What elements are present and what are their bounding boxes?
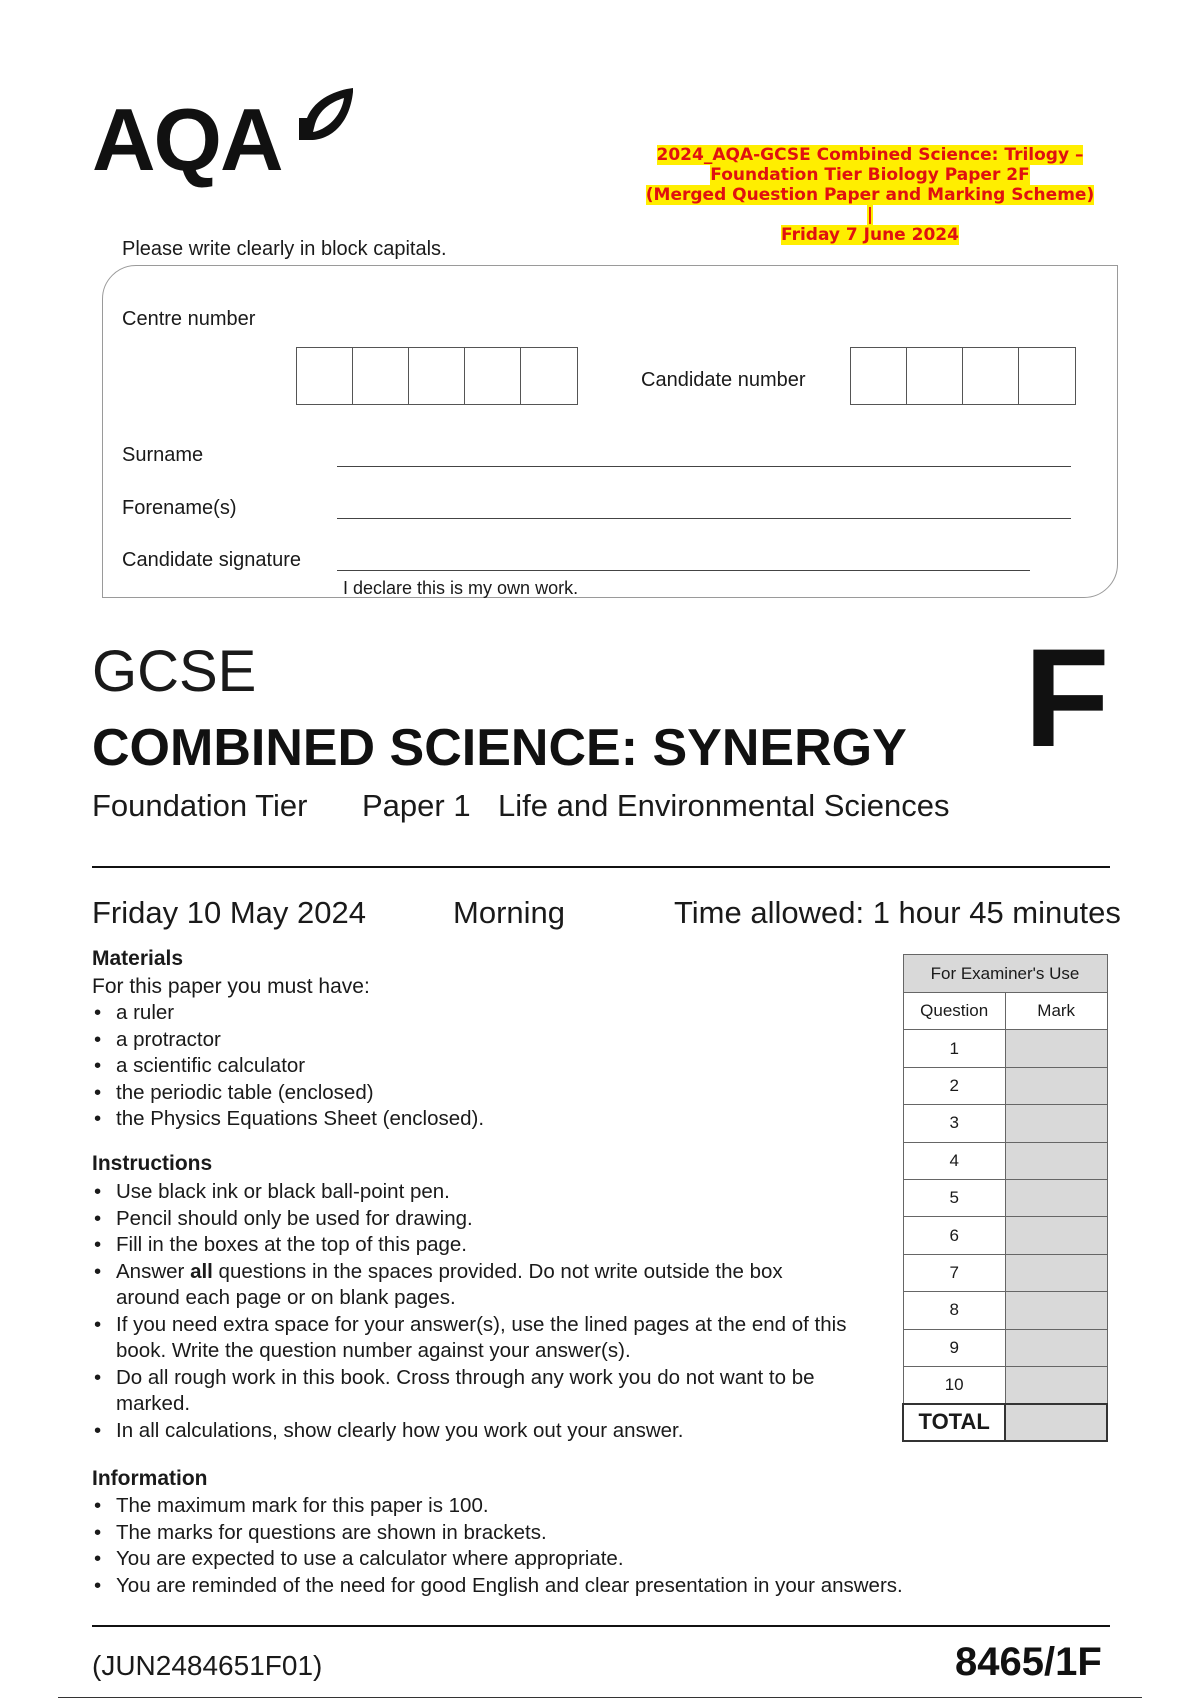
paper-code: 8465/1F — [955, 1640, 1102, 1684]
list-item: • Answer all questions in the spaces provided. Do not write outside the box around each page or on blank pages. — [92, 1259, 852, 1312]
exam-date: Friday 10 May 2024 — [92, 895, 366, 930]
document-banner — [640, 145, 1100, 245]
total-label: TOTAL — [903, 1404, 1005, 1441]
mark-cell[interactable] — [1005, 1179, 1107, 1216]
aqa-logo — [92, 88, 362, 188]
table-row — [903, 1329, 1107, 1366]
surname-field[interactable] — [337, 466, 1071, 467]
digit-box[interactable] — [1019, 348, 1075, 404]
total-row — [903, 1404, 1107, 1441]
list-item: • If you need extra space for your answer(s), use the lined pages at the end of this book. Write the question number against your answer(s). — [92, 1312, 852, 1365]
logo-mark-icon — [297, 88, 357, 144]
banner-line: Friday 7 June 2024 — [781, 225, 959, 245]
list-item: • You are reminded of the need for good English and clear presentation in your answers. — [92, 1573, 1092, 1600]
mark-cell[interactable] — [1005, 1329, 1107, 1366]
signature-label: Candidate signature — [122, 549, 302, 571]
list-item: • a scientific calculator — [92, 1053, 792, 1080]
list-item: • the Physics Equations Sheet (enclosed). — [92, 1106, 792, 1133]
signature-field[interactable] — [337, 570, 1030, 571]
candidate-number-label: Candidate number — [641, 369, 806, 391]
question-number: 2 — [903, 1067, 1005, 1104]
mark-cell[interactable] — [1005, 1105, 1107, 1142]
surname-label: Surname — [122, 444, 204, 466]
list-item: • The marks for questions are shown in brackets. — [92, 1520, 1092, 1547]
paper-title: Life and Environmental Sciences — [498, 788, 950, 823]
list-item: • a protractor — [92, 1027, 792, 1054]
question-number: 4 — [903, 1142, 1005, 1179]
banner-line: 2024_AQA-GCSE Combined Science: Trilogy – — [656, 145, 1084, 165]
digit-box[interactable] — [353, 348, 409, 404]
paper-number: Paper 1 — [362, 788, 471, 823]
logo-text: AQA — [92, 90, 282, 189]
question-number: 3 — [903, 1105, 1005, 1142]
table-row — [903, 1254, 1107, 1291]
list-item: • Fill in the boxes at the top of this page. — [92, 1232, 852, 1259]
table-row — [903, 1292, 1107, 1329]
digit-box[interactable] — [963, 348, 1019, 404]
question-number: 7 — [903, 1254, 1005, 1291]
digit-box[interactable] — [851, 348, 907, 404]
examiner-table-title: For Examiner's Use — [903, 955, 1107, 993]
list-item: • The maximum mark for this paper is 100. — [92, 1493, 1092, 1520]
qualification-title: GCSE — [92, 639, 257, 704]
question-number: 10 — [903, 1366, 1005, 1403]
mark-cell[interactable] — [1005, 1217, 1107, 1254]
table-row — [903, 1142, 1107, 1179]
candidate-number-field[interactable] — [850, 347, 1076, 405]
information-list — [92, 1493, 1092, 1599]
table-row — [903, 1217, 1107, 1254]
divider — [92, 1625, 1110, 1627]
table-row — [903, 1366, 1107, 1403]
digit-box[interactable] — [409, 348, 465, 404]
forename-field[interactable] — [337, 518, 1071, 519]
declaration-text: I declare this is my own work. — [343, 578, 579, 598]
question-column-header: Question — [903, 993, 1005, 1030]
list-item: • You are expected to use a calculator where appropriate. — [92, 1546, 1092, 1573]
mark-cell[interactable] — [1005, 1292, 1107, 1329]
banner-line: (Merged Question Paper and Marking Scheme) | — [645, 185, 1095, 225]
materials-list — [92, 1000, 792, 1133]
list-item: • Pencil should only be used for drawing. — [92, 1206, 852, 1233]
examiner-use-table — [902, 954, 1108, 1442]
list-item: • Use black ink or black ball-point pen. — [92, 1179, 852, 1206]
instructions-list — [92, 1179, 852, 1444]
list-item: • Do all rough work in this book. Cross through any work you do not want to be marked. — [92, 1365, 852, 1418]
centre-number-field[interactable] — [296, 347, 578, 405]
question-number: 5 — [903, 1179, 1005, 1216]
forename-label: Forename(s) — [122, 497, 237, 519]
mark-column-header: Mark — [1005, 993, 1107, 1030]
table-row — [903, 1179, 1107, 1216]
time-allowed: Time allowed: 1 hour 45 minutes — [674, 895, 1121, 930]
mark-cell[interactable] — [1005, 1366, 1107, 1403]
divider — [58, 1697, 1142, 1698]
digit-box[interactable] — [907, 348, 963, 404]
table-row — [903, 1030, 1107, 1067]
mark-cell[interactable] — [1005, 1142, 1107, 1179]
centre-number-label: Centre number — [122, 308, 256, 330]
list-item: • the periodic table (enclosed) — [92, 1080, 792, 1107]
digit-box[interactable] — [521, 348, 577, 404]
mark-cell[interactable] — [1005, 1030, 1107, 1067]
total-mark-cell[interactable] — [1005, 1404, 1107, 1441]
instructions-heading: Instructions — [92, 1152, 213, 1175]
question-number: 1 — [903, 1030, 1005, 1067]
digit-box[interactable] — [297, 348, 353, 404]
list-item: • a ruler — [92, 1000, 792, 1027]
list-item: • In all calculations, show clearly how you work out your answer. — [92, 1418, 852, 1445]
question-number: 8 — [903, 1292, 1005, 1329]
question-number: 9 — [903, 1329, 1005, 1366]
table-row — [903, 1067, 1107, 1104]
mark-cell[interactable] — [1005, 1067, 1107, 1104]
tier-name: Foundation Tier — [92, 788, 308, 823]
form-instruction: Please write clearly in block capitals. — [122, 238, 447, 260]
divider — [92, 866, 1110, 868]
question-number: 6 — [903, 1217, 1005, 1254]
materials-heading: Materials — [92, 947, 184, 970]
banner-line: Foundation Tier Biology Paper 2F — [710, 165, 1030, 185]
table-row — [903, 1105, 1107, 1142]
document-code: (JUN2484651F01) — [92, 1650, 323, 1681]
mark-cell[interactable] — [1005, 1254, 1107, 1291]
materials-intro: For this paper you must have: — [92, 975, 370, 998]
digit-box[interactable] — [465, 348, 521, 404]
subject-title: COMBINED SCIENCE: SYNERGY — [92, 719, 907, 777]
information-heading: Information — [92, 1467, 208, 1490]
tier-letter: F — [1024, 619, 1110, 776]
exam-session: Morning — [453, 895, 565, 930]
